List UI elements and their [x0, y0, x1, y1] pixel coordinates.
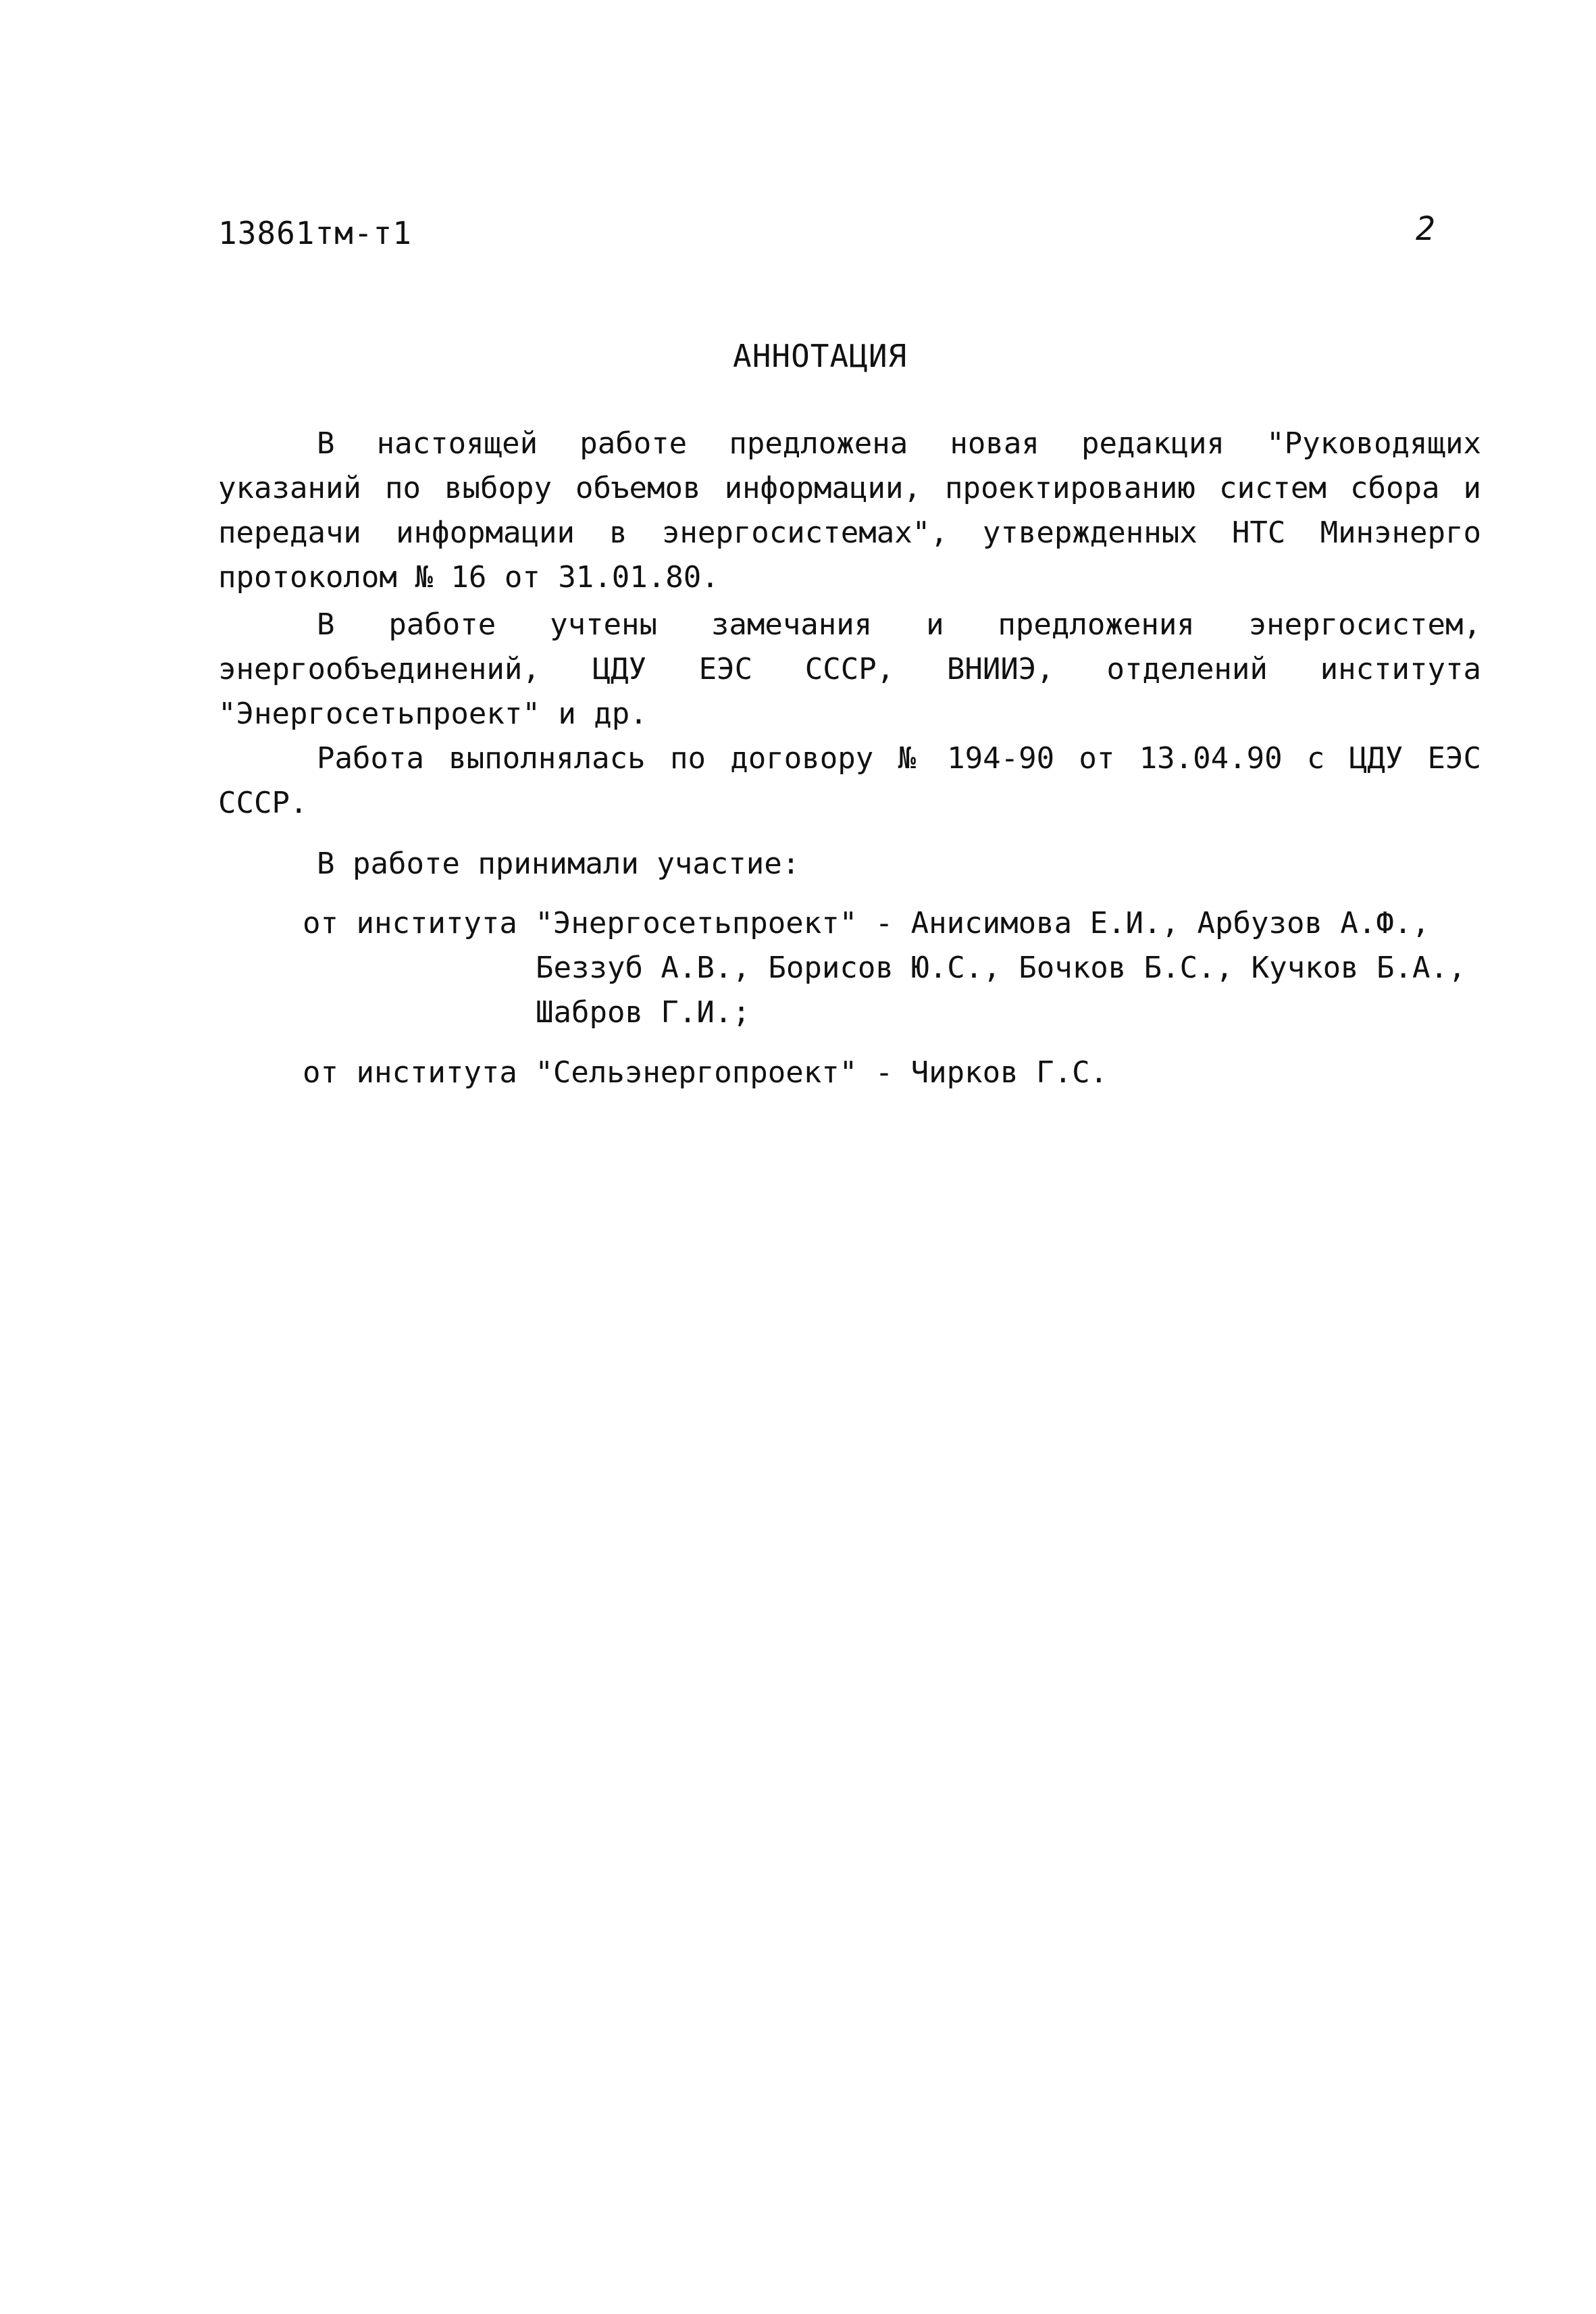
- participant-line-continued: Шабров Г.И.;: [536, 995, 750, 1030]
- participant-line: от института "Энергосетьпроект" - Анисимова Е.И., Арбузов А.Ф.,: [303, 906, 1430, 940]
- participants-heading: В работе принимали участие:: [317, 847, 800, 881]
- participant-line: от института "Сельэнергопроект" - Чирков Г.С.: [303, 1055, 1108, 1090]
- annotation-title: АННОТАЦИЯ: [733, 338, 908, 374]
- page-number: 2: [1416, 210, 1435, 248]
- document-code: 13861тм-т1: [218, 215, 412, 251]
- annotation-paragraph-3: Работа выполнялась по договору № 194-90 от 13.04.90 с ЦДУ ЕЭС СССР.: [218, 741, 1481, 820]
- participant-group-energosetproekt: [303, 901, 1485, 1035]
- participant-line-continued: Беззуб А.В., Борисов Ю.С., Бочков Б.С., Кучков Б.А.,: [536, 951, 1466, 985]
- annotation-paragraph-2: В работе учтены замечания и предложения энергосистем, энергообъединений, ЦДУ ЕЭС СССР, ВНИИЭ, отделений института "Энергосетьпроект" и др.: [218, 607, 1481, 731]
- annotation-paragraph-1: В настоящей работе предложена новая редакция "Руководящих указаний по выбору объемов информации, проектированию систем сбора и передачи информации в энергосистемах", утвержденных НТС Минэнерго протоколом № 16 от 31.01.80.: [218, 426, 1481, 595]
- participant-group-selenergoproekt: [303, 1051, 1485, 1095]
